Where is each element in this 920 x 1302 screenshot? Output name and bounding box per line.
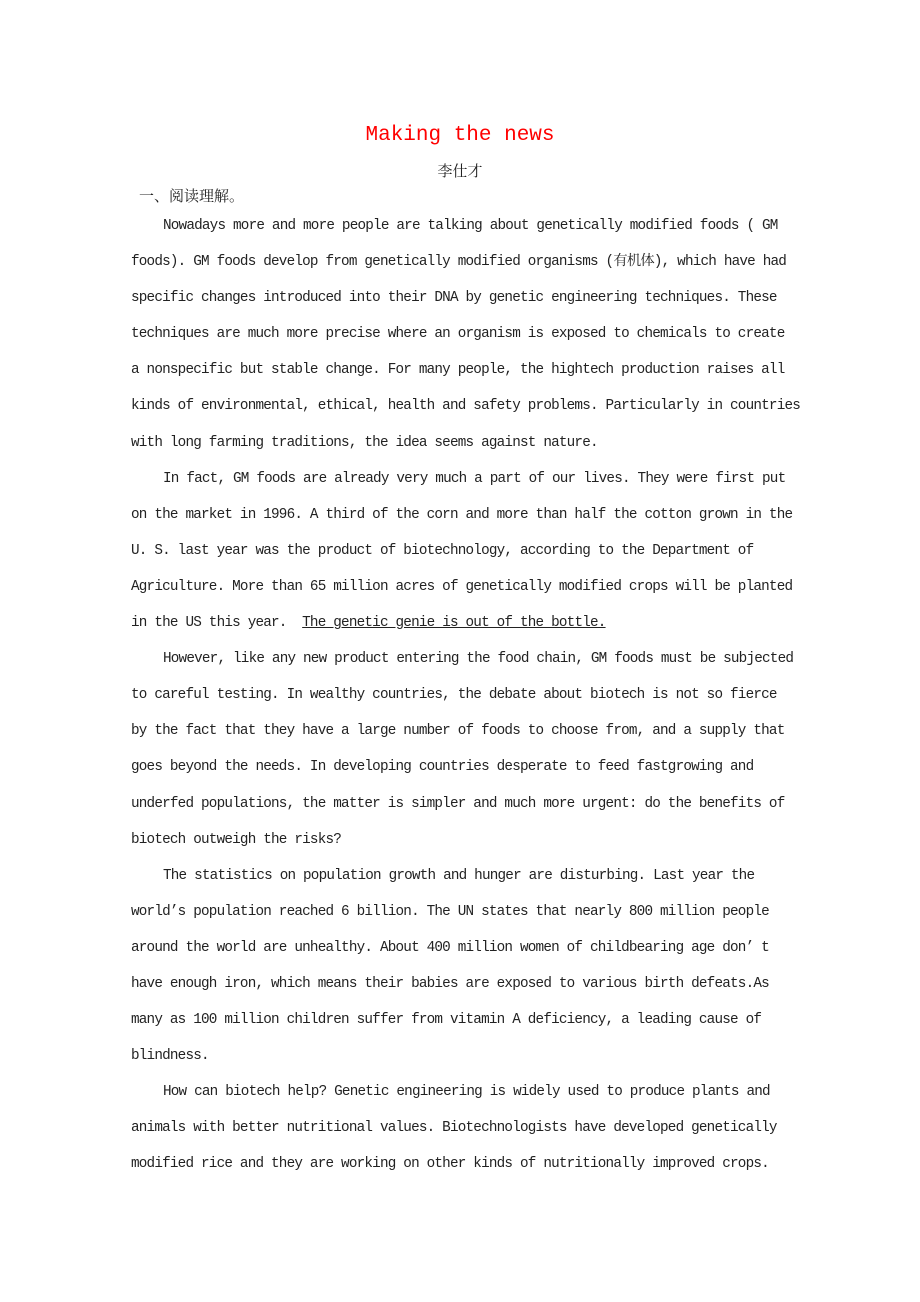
passage-line bbox=[131, 717, 831, 753]
passage-line bbox=[131, 284, 831, 320]
passage-line bbox=[131, 753, 831, 789]
passage-line bbox=[131, 862, 831, 898]
passage-line bbox=[131, 1114, 831, 1150]
line-text: In fact, GM foods are already very much a part of our lives. They were first put bbox=[163, 470, 786, 487]
line-text: foods). GM foods develop from genetically modified organisms (有机体), which have had bbox=[131, 254, 787, 271]
line-text: U. S. last year was the product of biotechnology, according to the Department of bbox=[131, 542, 754, 559]
line-text: kinds of environmental, ethical, health and safety problems. Particularly in countries bbox=[131, 398, 801, 415]
passage-line bbox=[131, 826, 831, 862]
passage-line bbox=[131, 1150, 831, 1186]
line-text: However, like any new product entering the food chain, GM foods must be subjected bbox=[163, 651, 794, 668]
passage-body bbox=[131, 212, 831, 1187]
line-text: The statistics on population growth and hunger are disturbing. Last year the bbox=[163, 867, 755, 884]
line-text: Nowadays more and more people are talking about genetically modified foods ( GM bbox=[163, 218, 778, 234]
passage-line bbox=[131, 609, 831, 645]
passage-line bbox=[131, 392, 831, 428]
passage-line bbox=[131, 645, 831, 681]
passage-line bbox=[131, 501, 831, 537]
line-text: by the fact that they have a large number of foods to choose from, and a supply that bbox=[131, 723, 785, 740]
line-text: modified rice and they are working on other kinds of nutritionally improved crops. bbox=[131, 1156, 769, 1173]
line-text: How can biotech help? Genetic engineering is widely used to produce plants and bbox=[163, 1084, 770, 1101]
passage-line bbox=[131, 356, 831, 392]
passage-line bbox=[131, 1042, 831, 1078]
line-text: to careful testing. In wealthy countries, the debate about biotech is not so fierce bbox=[131, 687, 777, 704]
document-title: Making the news bbox=[365, 124, 555, 147]
line-text: underfed populations, the matter is simpler and much more urgent: do the benefits of bbox=[131, 795, 785, 812]
line-text: on the market in 1996. A third of the corn and more than half the cotton grown in the bbox=[131, 506, 793, 523]
passage-line bbox=[131, 537, 831, 573]
passage-line bbox=[131, 970, 831, 1006]
line-text: many as 100 million children suffer from vitamin A deficiency, a leading cause of bbox=[131, 1012, 762, 1029]
underlined-sentence: The genetic genie is out of the bottle. bbox=[302, 615, 606, 632]
line-text: a nonspecific but stable change. For many people, the hightech production raises all bbox=[131, 362, 785, 379]
passage-line bbox=[131, 1078, 831, 1114]
passage-line bbox=[131, 573, 831, 609]
passage-line bbox=[131, 934, 831, 970]
passage-line bbox=[131, 320, 831, 356]
line-text: around the world are unhealthy. About 400 million women of childbearing age don’ t bbox=[131, 939, 769, 956]
line-text: biotech outweigh the risks? bbox=[131, 831, 342, 848]
line-text: specific changes introduced into their DNA by genetic engineering techniques. These bbox=[131, 290, 777, 307]
passage-line bbox=[131, 681, 831, 717]
line-text: Agriculture. More than 65 million acres of genetically modified crops will be planted bbox=[131, 578, 793, 595]
passage-line bbox=[131, 898, 831, 934]
line-text: with long farming traditions, the idea seems against nature. bbox=[131, 434, 598, 451]
passage-line bbox=[131, 465, 831, 501]
line-text: in the US this year. bbox=[131, 615, 303, 632]
passage-line bbox=[131, 790, 831, 826]
line-text: have enough iron, which means their babies are exposed to various birth defeats.As bbox=[131, 975, 769, 992]
line-text: goes beyond the needs. In developing countries desperate to feed fastgrowing and bbox=[131, 759, 754, 776]
line-text: techniques are much more precise where an organism is exposed to chemicals to create bbox=[131, 326, 785, 343]
passage-line bbox=[131, 429, 831, 465]
line-text: blindness. bbox=[131, 1048, 209, 1065]
line-text: animals with better nutritional values. Biotechnologists have developed genetically bbox=[131, 1120, 777, 1137]
passage-line bbox=[131, 212, 831, 248]
author-name: 李仕才 bbox=[437, 162, 483, 180]
passage-line bbox=[131, 248, 831, 284]
section-heading: 一、阅读理解。 bbox=[139, 187, 245, 205]
passage-line bbox=[131, 1006, 831, 1042]
line-text: world’s population reached 6 billion. The UN states that nearly 800 million people bbox=[131, 903, 769, 920]
